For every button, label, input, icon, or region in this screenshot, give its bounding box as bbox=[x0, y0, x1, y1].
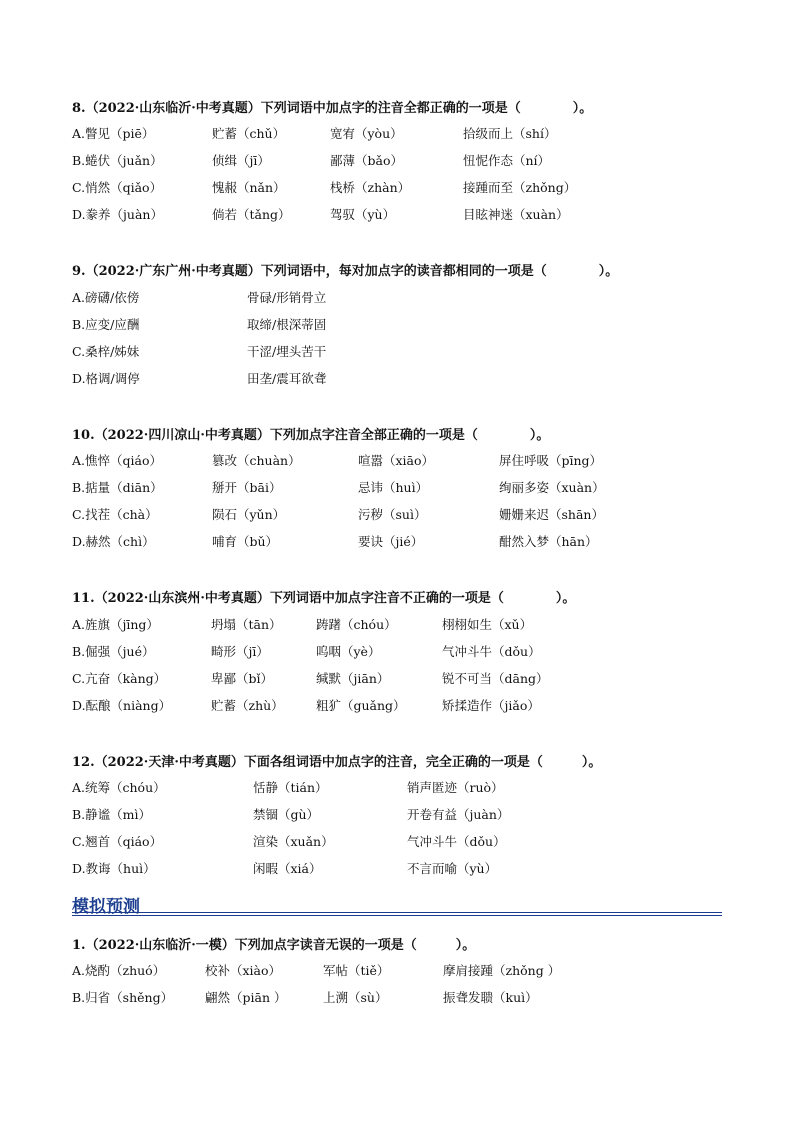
option-term: 翩然（piān ） bbox=[205, 990, 287, 1005]
option-term: 开卷有益（juàn） bbox=[407, 807, 510, 822]
option-term: 忸怩作态（ní） bbox=[463, 153, 551, 168]
option-term: 振聋发聩（kuì） bbox=[443, 990, 538, 1005]
option-term: 恬静（tián） bbox=[253, 780, 328, 795]
option-term: 取缔/根深蒂固 bbox=[247, 317, 327, 332]
option-term: 校补（xiào） bbox=[205, 963, 282, 978]
option-term: A.瞥见（piē） bbox=[72, 126, 155, 141]
option-term: 倘若（tǎng） bbox=[212, 207, 291, 222]
option-term: D.豢养（juàn） bbox=[72, 207, 163, 222]
option-term: 粗犷（guǎng） bbox=[316, 698, 406, 713]
option-term: D.酝酿（niàng） bbox=[72, 698, 172, 713]
option-term: 气冲斗牛（dǒu） bbox=[407, 834, 506, 849]
question-9-stem: 9.（2022·广东广州·中考真题）下列词语中，每对加点字的读音都相同的一项是（ ）。 bbox=[72, 264, 619, 279]
option-term: 绚丽多姿（xuàn） bbox=[499, 480, 605, 495]
question-8-stem: 8.（2022·山东临沂·中考真题）下列词语中加点字的注音全都正确的一项是（ ）。 bbox=[72, 101, 593, 116]
option-term: 渲染（xuǎn） bbox=[253, 834, 334, 849]
option-term: 缄默（jiān） bbox=[316, 671, 390, 686]
option-term: 侦缉（jī） bbox=[212, 153, 270, 168]
option-term: 驾驭（yù） bbox=[330, 207, 396, 222]
option-term: 摩肩接踵（zhǒng ） bbox=[443, 963, 561, 978]
option-term: 要诀（jié） bbox=[358, 534, 424, 549]
option-term: C.悄然（qiǎo） bbox=[72, 180, 163, 195]
option-term: D.格调/调停 bbox=[72, 371, 140, 386]
option-term: 踌躇（chóu） bbox=[316, 617, 397, 632]
option-term: 闲暇（xiá） bbox=[253, 861, 322, 876]
question-10-stem: 10.（2022·四川凉山·中考真题）下列加点字注音全部正确的一项是（ ）。 bbox=[72, 428, 550, 443]
option-term: 拾级而上（shí） bbox=[463, 126, 557, 141]
option-term: 掰开（bāi） bbox=[212, 480, 282, 495]
option-term: B.掂量（diān） bbox=[72, 480, 163, 495]
option-term: C.桑梓/姊妹 bbox=[72, 344, 140, 359]
mock-question-1-stem: 1.（2022·山东临沂·一模）下列加点字读音无误的一项是（ ）。 bbox=[72, 938, 476, 953]
option-term: 矫揉造作（jiǎo） bbox=[442, 698, 540, 713]
option-term: B.蜷伏（juǎn） bbox=[72, 153, 163, 168]
option-term: 禁锢（gù） bbox=[253, 807, 320, 822]
option-term: 目眩神迷（xuàn） bbox=[463, 207, 569, 222]
option-term: A.磅礴/依傍 bbox=[72, 290, 140, 305]
option-term: 坍塌（tān） bbox=[211, 617, 282, 632]
option-term: A.统筹（chóu） bbox=[72, 780, 166, 795]
section-divider bbox=[72, 915, 722, 916]
option-term: A.憔悴（qiáo） bbox=[72, 453, 162, 468]
option-term: B.倔强（jué） bbox=[72, 644, 155, 659]
option-term: 酣然入梦（hān） bbox=[499, 534, 598, 549]
option-term: 宽宥（yòu） bbox=[330, 126, 403, 141]
option-term: 哺育（bǔ） bbox=[212, 534, 279, 549]
option-term: 姗姗来迟（shān） bbox=[499, 507, 604, 522]
option-term: A.旌旗（jīng） bbox=[72, 617, 159, 632]
option-term: 干涩/埋头苦干 bbox=[247, 344, 327, 359]
option-term: 贮蓄（zhù） bbox=[211, 698, 284, 713]
option-term: 不言而喻（yù） bbox=[407, 861, 498, 876]
option-term: B.归省（shěng） bbox=[72, 990, 174, 1005]
option-term: 屏住呼吸（pīng） bbox=[499, 453, 603, 468]
option-term: B.应变/应酬 bbox=[72, 317, 140, 332]
option-term: B.静谧（mì） bbox=[72, 807, 152, 822]
option-term: 栈桥（zhàn） bbox=[330, 180, 411, 195]
option-term: 畸形（jī） bbox=[211, 644, 269, 659]
question-11-stem: 11.（2022·山东滨州·中考真题）下列词语中加点字注音不正确的一项是（ ）。 bbox=[72, 591, 576, 606]
option-term: 鄙薄（bǎo） bbox=[330, 153, 403, 168]
option-term: 污秽（suì） bbox=[358, 507, 427, 522]
option-term: 销声匿迹（ruò） bbox=[407, 780, 504, 795]
option-term: 愧赧（nǎn） bbox=[212, 180, 286, 195]
question-12-stem: 12.（2022·天津·中考真题）下面各组词语中加点字的注音，完全正确的一项是（ ）。 bbox=[72, 755, 602, 770]
option-term: 骨碌/形销骨立 bbox=[247, 290, 327, 305]
option-term: C.翘首（qiáo） bbox=[72, 834, 163, 849]
option-term: 卑鄙（bǐ） bbox=[211, 671, 273, 686]
section-title: 模拟预测 bbox=[72, 897, 140, 917]
option-term: 气冲斗牛（dǒu） bbox=[442, 644, 541, 659]
option-term: 锐不可当（dāng） bbox=[442, 671, 549, 686]
option-term: 田垄/震耳欲聋 bbox=[247, 371, 327, 386]
option-term: 接踵而至（zhǒng） bbox=[463, 180, 577, 195]
option-term: 陨石（yǔn） bbox=[212, 507, 286, 522]
option-term: A.烧酌（zhuó） bbox=[72, 963, 166, 978]
section-divider bbox=[72, 912, 722, 913]
option-term: 贮蓄（chǔ） bbox=[212, 126, 286, 141]
option-term: C.亢奋（kàng） bbox=[72, 671, 167, 686]
option-term: 篡改（chuàn） bbox=[212, 453, 301, 468]
option-term: 栩栩如生（xǔ） bbox=[442, 617, 533, 632]
option-term: D.赫然（chì） bbox=[72, 534, 155, 549]
option-term: C.找茬（chà） bbox=[72, 507, 158, 522]
option-term: 军帖（tiě） bbox=[323, 963, 390, 978]
option-term: 忌讳（huì） bbox=[358, 480, 429, 495]
option-term: 上溯（sù） bbox=[323, 990, 388, 1005]
option-term: D.教诲（huì） bbox=[72, 861, 156, 876]
option-term: 喧嚣（xiāo） bbox=[358, 453, 435, 468]
option-term: 呜咽（yè） bbox=[316, 644, 381, 659]
